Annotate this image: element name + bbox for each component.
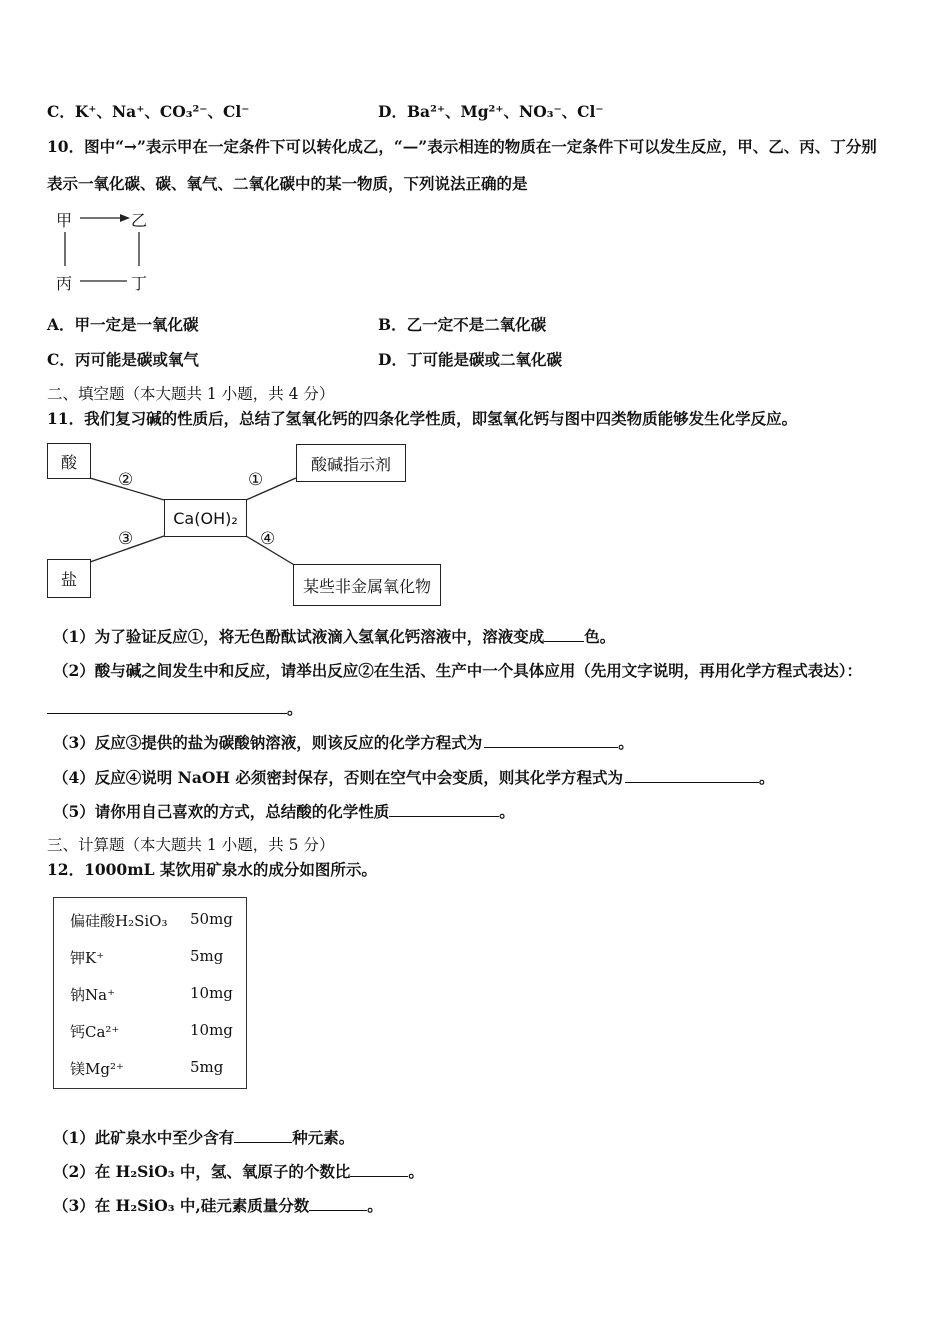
q9-option-c: C．K⁺、Na⁺、CO₃²⁻、Cl⁻ xyxy=(47,102,250,121)
q12-part3-text: （3）在 H₂SiO₃ 中,硅元素质量分数 xyxy=(53,1196,310,1215)
q11-part3-blank[interactable] xyxy=(484,732,618,748)
node-ding: 丁 xyxy=(131,274,148,293)
mineral-name: 钾K⁺ xyxy=(70,949,105,967)
q11-part2: （2）酸与碱之间发生中和反应，请举出反应②在生活、生产中一个具体应用（先用文字说明，再用化学方程式表达）： xyxy=(53,661,863,680)
q11-part1-end: 色。 xyxy=(584,627,616,646)
q12-stem: 12．1000mL 某饮用矿泉水的成分如图所示。 xyxy=(47,860,377,879)
mineral-value: 5mg xyxy=(190,1058,224,1076)
mineral-value: 10mg xyxy=(190,984,233,1002)
box-salt: 盐 xyxy=(47,559,91,598)
label-reaction-4: ④ xyxy=(260,529,276,549)
q11-part3-end: 。 xyxy=(618,733,634,752)
q11-part2-answer xyxy=(47,698,303,719)
q11-part5 xyxy=(53,801,515,822)
label-reaction-3: ③ xyxy=(118,529,134,549)
q12-part1-end: 种元素。 xyxy=(292,1128,355,1147)
node-jia: 甲 xyxy=(56,211,73,230)
q12-part1-text: （1）此矿泉水中至少含有 xyxy=(53,1128,235,1147)
q12-part3 xyxy=(53,1195,383,1216)
q10-stem-line1: 10．图中“→”表示甲在一定条件下可以转化成乙，“—”表示相连的物质在一定条件下可以发生反应，甲、乙、丙、丁分别 xyxy=(47,137,877,156)
mineral-name: 钙Ca²⁺ xyxy=(70,1023,120,1041)
section-2-title: 二、填空题（本大题共 1 小题，共 4 分） xyxy=(47,385,335,403)
mineral-name: 偏硅酸H₂SiO₃ xyxy=(70,912,168,930)
q10-option-d: D．丁可能是碳或二氧化碳 xyxy=(378,350,562,369)
q11-part1-text: （1）为了验证反应①，将无色酚酞试液滴入氢氧化钙溶液中，溶液变成 xyxy=(53,627,545,646)
q12-part3-blank[interactable] xyxy=(309,1195,367,1211)
q9-option-d: D．Ba²⁺、Mg²⁺、NO₃⁻、Cl⁻ xyxy=(378,102,604,121)
q11-part4-text: （4）反应④说明 NaOH 必须密封保存，否则在空气中会变质，则其化学方程式为 xyxy=(53,768,623,787)
q12-part1 xyxy=(53,1127,354,1148)
q10-option-b: B．乙一定不是二氧化碳 xyxy=(378,315,547,334)
q12-part2-end: 。 xyxy=(408,1162,424,1181)
mineral-value: 5mg xyxy=(190,947,224,965)
q11-part3 xyxy=(53,732,634,753)
q11-part5-blank[interactable] xyxy=(389,801,499,817)
q12-part2 xyxy=(53,1161,424,1182)
box-indicator: 酸碱指示剂 xyxy=(296,444,406,482)
q11-part4-end: 。 xyxy=(758,768,775,787)
box-acid: 酸 xyxy=(47,443,91,479)
mineral-value: 50mg xyxy=(190,910,233,928)
q10-stem-line2: 表示一氧化碳、碳、氧气、二氧化碳中的某一物质，下列说法正确的是 xyxy=(47,174,528,193)
q11-part1-blank[interactable] xyxy=(544,626,584,642)
section-3-title: 三、计算题（本大题共 1 小题，共 5 分） xyxy=(47,836,335,854)
mineral-water-label xyxy=(53,897,247,1089)
q11-part2-blank[interactable] xyxy=(47,698,287,714)
q11-part5-text: （5）请你用自己喜欢的方式，总结酸的化学性质 xyxy=(53,802,390,821)
q11-part3-text: （3）反应③提供的盐为碳酸钠溶液，则该反应的化学方程式为 xyxy=(53,733,483,752)
q12-part2-blank[interactable] xyxy=(350,1161,408,1177)
q11-part4-blank[interactable] xyxy=(625,767,759,783)
q11-part5-end: 。 xyxy=(499,802,515,821)
node-bing: 丙 xyxy=(56,274,73,293)
mineral-value: 10mg xyxy=(190,1021,233,1039)
label-reaction-2: ② xyxy=(118,470,134,490)
q11-part4 xyxy=(53,767,774,788)
mineral-name: 钠Na⁺ xyxy=(70,986,115,1004)
q12-part2-text: （2）在 H₂SiO₃ 中，氢、氧原子的个数比 xyxy=(53,1162,351,1181)
q10-option-a: A．甲一定是一氧化碳 xyxy=(47,315,199,334)
q12-part3-end: 。 xyxy=(367,1196,383,1215)
q12-part1-blank[interactable] xyxy=(234,1127,292,1143)
mineral-name: 镁Mg²⁺ xyxy=(70,1060,124,1078)
q11-stem: 11．我们复习碱的性质后，总结了氢氧化钙的四条化学性质，即氢氧化钙与图中四类物质能够发生化学反应。 xyxy=(47,409,798,428)
node-yi: 乙 xyxy=(131,211,148,230)
label-reaction-1: ① xyxy=(248,470,264,490)
box-calcium-hydroxide: Ca(OH)₂ xyxy=(164,499,247,537)
q11-part2-end: 。 xyxy=(287,699,303,718)
q11-part1 xyxy=(53,626,615,647)
q10-option-c: C．丙可能是碳或氧气 xyxy=(47,350,199,369)
box-nonmetal-oxide: 某些非金属氧化物 xyxy=(293,564,441,606)
